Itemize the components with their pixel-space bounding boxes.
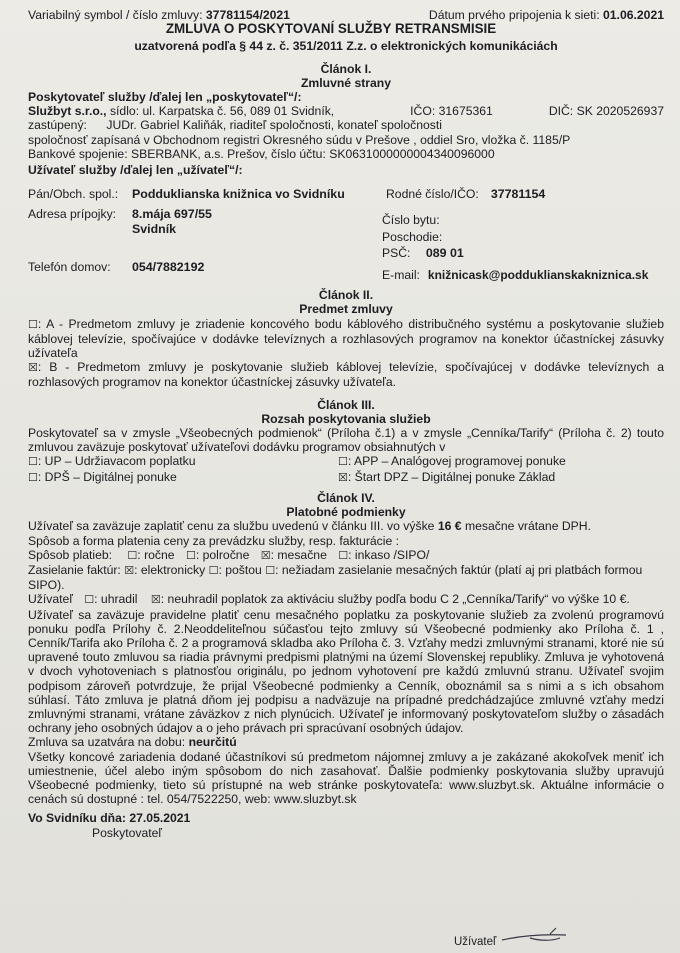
article2-heading: Článok II. xyxy=(318,288,374,303)
floor-label: Poschodie: xyxy=(382,229,443,244)
option-post: : poštou xyxy=(218,562,262,577)
checkbox-unpaid[interactable]: ☒ xyxy=(150,593,161,607)
date-label: Dátum prvého pripojenia k sieti: xyxy=(428,8,600,22)
email-label: E-mail: xyxy=(382,268,420,283)
provider-signature-label: Poskytovateľ xyxy=(92,825,162,840)
article1-title: Zmluvné strany xyxy=(300,75,392,90)
option-electronic: : elektronicky xyxy=(134,562,206,577)
provider-label: Poskytovateľ služby /ďalej len „poskytovateľ“/: xyxy=(28,90,302,105)
option-yearly: : ročne xyxy=(137,547,175,562)
phone-value: 054/7882192 xyxy=(132,260,205,275)
checkbox-paid[interactable]: ☐ xyxy=(84,593,95,607)
variable-symbol-label: Variabilný symbol / číslo zmluvy: xyxy=(28,8,203,22)
fee-label: Užívateľ xyxy=(28,592,73,607)
provider-ico: IČO: 31675361 xyxy=(410,104,493,119)
article2-title: Predmet zmluvy xyxy=(299,302,393,317)
phone-label: Telefón domov: xyxy=(28,260,111,275)
option-up: : UP – Udržiavacom poplatku xyxy=(37,454,196,469)
psc-value: 089 01 xyxy=(425,245,464,260)
option-a xyxy=(28,317,664,361)
checkbox-yearly[interactable]: ☐ xyxy=(127,548,138,562)
article4-title: Platobné podmienky xyxy=(286,505,406,520)
represented-label: zastúpený: xyxy=(28,118,87,133)
registry-text: spoločnosť zapísaná v Obchodnom registri Okresného súdu v Prešove , oddiel Sro, vložka č. 1185/P xyxy=(28,132,571,147)
option-start: : Štart DPZ – Digitálnej ponuke Základ xyxy=(347,469,556,484)
checkbox-halfyearly[interactable]: ☐ xyxy=(185,548,196,562)
user-details xyxy=(28,187,664,282)
checkbox-sipo[interactable]: ☐ xyxy=(338,548,349,562)
checkbox-dps[interactable]: ☐ xyxy=(28,470,38,484)
first-connection-date xyxy=(429,8,664,22)
option-unpaid: : neuhradil poplatok za aktiváciu služby podľa bodu C 2 „Cenníka/Tarify“ vo výške 10 €. xyxy=(160,592,630,607)
place-date: Vo Svidníku dňa: 27.05.2021 xyxy=(28,811,191,826)
checkbox-no-invoice[interactable]: ☐ xyxy=(265,563,276,577)
represented-row xyxy=(28,118,664,132)
option-paid: : uhradil xyxy=(94,592,138,607)
variable-symbol xyxy=(28,8,290,22)
provider-dic: DIČ: SK 2020526937 xyxy=(548,104,664,119)
name-label: Pán/Obch. spol.: xyxy=(28,187,119,202)
psc-label: PSČ: xyxy=(382,245,411,260)
article3-text: Poskytovateľ sa v zmysle „Všeobecných podmienok“ (Príloha č.1) a v zmysle „Cenníka/Tarify“ (Príloha č. 2) touto zmluvou zaväzuje poskytovať užívateľovi dodávku programov obsiahnutých v xyxy=(28,426,664,455)
option-no-invoice: : nežiadam zasielanie mesačných faktúr (platí aj pri platbách formou SIPO). xyxy=(28,562,643,593)
checkbox-app[interactable]: ☐ xyxy=(338,455,348,469)
program-options xyxy=(28,454,664,484)
devices-paragraph: Všetky koncové zariadenia dodané účastníkovi sú predmetom nájomnej zmluvy a je zakázané akokoľvek meniť ich umiestnenie, účel alebo iným spôsobom do nich zasahovať. Ďalšie podmienky poskytovania služby upravujú Všeobecné podmienky, tieto sú prístupné na web stránke poskytovateľa: www.sluzbyt.sk. Aktuálne informácie o cenách sú dostupné : tel. 054/7522250, web: www.sluzbyt.sk xyxy=(28,749,664,807)
bank-line: Bankové spojenie: SBERBANK, a.s. Prešov, číslo účtu: SK0631000000004340096000 xyxy=(28,146,495,161)
flat-label: Číslo bytu: xyxy=(382,213,440,228)
payment-label: Spôsob platieb: xyxy=(28,547,113,562)
option-b-text: : B - Predmetom zmluvy je poskytovanie služieb káblovej televízie, spočívajúcej v dodávke televíznych a rozhlasových programov na konektor účastníckej zásuvky užívateľa. xyxy=(28,360,664,390)
article3-heading: Článok III. xyxy=(317,397,375,412)
id-label: Rodné číslo/IČO: xyxy=(386,187,479,202)
option-monthly: : mesačne xyxy=(270,547,327,562)
user-label: Užívateľ služby /ďalej len „užívateľ“/: xyxy=(28,163,243,178)
variable-symbol-value: 37781154/2021 xyxy=(205,8,290,22)
invoice-options xyxy=(28,563,664,592)
price-line xyxy=(28,519,664,533)
payment-method-intro: Spôsob a forma platenia ceny za prevádzku služby, resp. fakturácie : xyxy=(28,533,400,548)
contract-term xyxy=(28,735,664,749)
option-halfyearly: : polročne xyxy=(195,547,250,562)
provider-name: Službyt s.r.o., xyxy=(28,104,107,119)
option-app: : APP – Analógovej programovej ponuke xyxy=(347,454,566,469)
signature-scribble xyxy=(500,926,570,944)
email-value: knižnicask@podduklianskakniznica.sk xyxy=(427,268,649,283)
checkbox-up[interactable]: ☐ xyxy=(28,455,38,469)
provider-seat: sídlo: ul. Karpatska č. 56, 089 01 Svidník, xyxy=(109,104,335,119)
id-value: 37781154 xyxy=(490,187,546,202)
checkbox-post[interactable]: ☐ xyxy=(208,563,219,577)
option-sipo: : inkaso /SIPO/ xyxy=(348,547,430,562)
payment-options xyxy=(28,548,664,563)
option-a-text: : A - Predmetom zmluvy je zriadenie koncového bodu káblového distribučného systému a poskytovanie služieb káblovej televízie, spočívajúce v dodávke televíznych a rozhlasových programov na konektor účastníckej zásuvky užívateľa xyxy=(28,316,664,361)
address-label: Adresa prípojky: xyxy=(28,207,117,222)
date-value: 01.06.2021 xyxy=(603,8,664,22)
contract-title: ZMLUVA O POSKYTOVANÍ SLUŽBY RETRANSMISIE xyxy=(165,21,497,37)
name-value: Podduklianska knižnica vo Svidníku xyxy=(132,187,345,202)
price-text: Užívateľ sa zaväzuje zaplatiť cenu za službu uvedenú v článku III. vo výške xyxy=(28,519,435,534)
checkbox-b[interactable]: ☒ xyxy=(28,361,38,375)
price-suffix: mesačne vrátane DPH. xyxy=(464,519,591,534)
invoice-label: Zasielanie faktúr: xyxy=(28,562,121,577)
option-dps: : DPŠ – Digitálnej ponuke xyxy=(37,469,177,484)
checkbox-start[interactable]: ☒ xyxy=(338,470,348,484)
checkbox-electronic[interactable]: ☒ xyxy=(124,563,135,577)
represented-value: JUDr. Gabriel Kaliňák, riaditeľ spoločnosti, konateľ spoločnosti xyxy=(106,118,442,133)
option-b xyxy=(28,360,664,389)
header-row xyxy=(28,8,664,22)
terms-paragraph: Užívateľ sa zaväzuje pravidelne platiť cenu mesačného poplatku za poskytovanie služieb za zvolenú programovú ponuku podľa Prílohy č. 2.Neoddeliteľnou súčasťou tejto zmluvy sú Všeobecné podmienky ako Príloha č. 1 , Cenník/Tarifa ako Príloha č. 2 a programová skladba ako Príloha č. 3. Vzťahy medzi zmluvnými stranami, ktoré nie sú upravené touto zmluvou sa riadia právnymi predpismi platnými na území Slovenskej republiky. Zmluva je vyhotovená v dvoch vyhotoveniach s platnosťou originálu, po jednom vyhotovení pre každú zmluvnú stranu. Užívateľ svojim podpisom zároveň potvrdzuje, že prijal Všeobecné podmienky a Cenník, oboznámil sa s nimi a s ich obsahom súhlasí. Táto zmluva je platná dňom jej podpisu a nadväzuje na prípadné predchádzajúce zmluvné vzťahy medzi zmluvnými stranami, vrátane záväzkov z nich plynúcich. Užívateľ je informovaný poskytovateľom služby o zásadách ochrany jeho osobných údajov a o jeho právach pri spracúvaní osobných údajov. xyxy=(28,607,664,736)
address-street: 8.mája 697/55 xyxy=(132,207,212,222)
provider-row xyxy=(28,104,664,118)
contract-subtitle: uzatvorená podľa § 44 z. č. 351/2011 Z.z. o elektronických komunikáciách xyxy=(134,39,558,54)
user-signature-label: Užívateľ xyxy=(454,936,497,948)
activation-fee xyxy=(28,592,664,607)
term-label: Zmluva sa uzatvára na dobu: xyxy=(28,735,186,750)
article1-heading: Článok I. xyxy=(320,61,372,76)
checkbox-a[interactable]: ☐ xyxy=(28,317,38,331)
address-city: Svidník xyxy=(132,221,177,236)
term-value: neurčitú xyxy=(188,735,237,750)
price-value: 16 € xyxy=(437,519,462,534)
article4-heading: Článok IV. xyxy=(317,490,375,505)
article3-title: Rozsah poskytovania služieb xyxy=(261,411,431,426)
checkbox-monthly[interactable]: ☒ xyxy=(260,548,271,562)
